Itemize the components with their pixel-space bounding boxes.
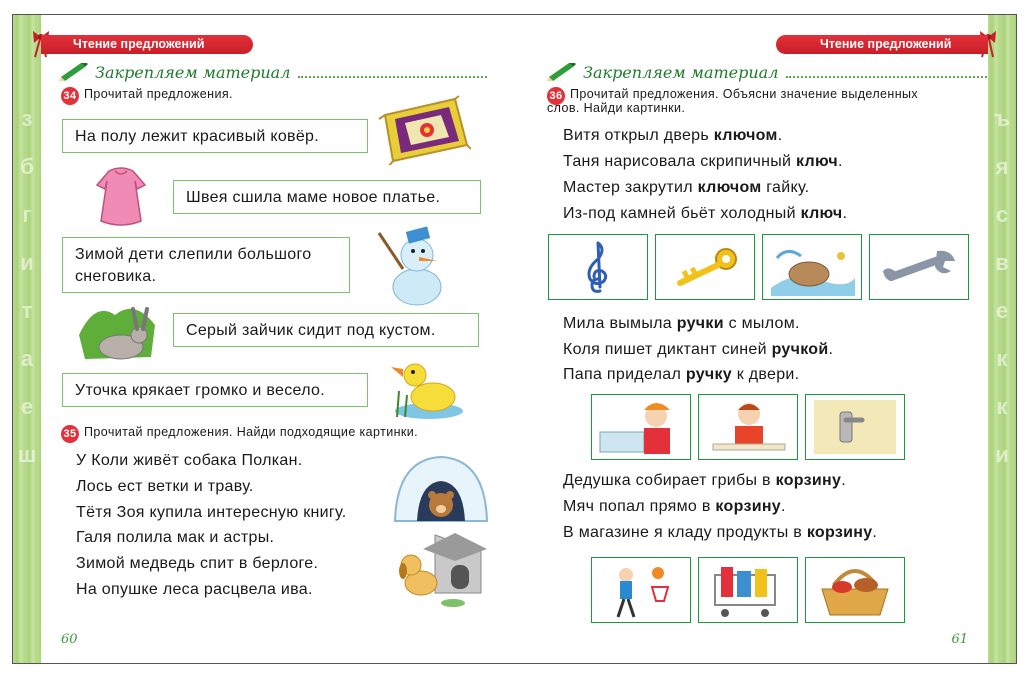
sentence-line: Таня нарисовала скрипичный ключ. (563, 153, 843, 170)
task-36-header (547, 87, 975, 115)
duckling-picture (385, 355, 467, 421)
bear-den-picture (387, 449, 495, 529)
sentence-line: Из-под камней бьёт холодный ключ. (563, 205, 848, 222)
task-number-badge: 34 (61, 87, 79, 105)
wrench-icon (879, 247, 959, 287)
sentence-line: Тётя Зоя купила интересную книгу. (76, 504, 347, 521)
boy-writing-picture (698, 394, 798, 460)
sentence-line: Папа приделал ручку к двери. (563, 366, 800, 383)
sentence-line: Мила вымыла ручки с мылом. (563, 315, 800, 332)
task-instruction: Прочитай предложения. Найди подходящие картинки. (84, 425, 419, 439)
left-decorative-strip (13, 15, 41, 663)
book-spread (12, 14, 1017, 664)
mushroom-basket-picture (805, 557, 905, 623)
sentence-line: Зимой медведь спит в берлоге. (76, 555, 319, 572)
task-35-header (61, 425, 418, 443)
washing-hands-icon (596, 398, 686, 456)
key-icon (670, 247, 740, 287)
section-title-right (547, 61, 987, 83)
sentence-box: Серый зайчик сидит под кустом. (173, 313, 479, 347)
wrench-picture (869, 234, 969, 300)
right-strip-letters: ъ я с в е к к и (993, 106, 1011, 467)
treble-clef-icon (578, 239, 618, 295)
spring-picture (762, 234, 862, 300)
sentence-box: Уточка крякает громко и весело. (62, 373, 368, 407)
sentence-line: У Коли живёт собака Полкан. (76, 452, 303, 469)
dotted-divider (298, 66, 487, 78)
pencil-icon (59, 63, 89, 81)
snowman-picture (375, 221, 455, 307)
girl-washing-hands-picture (591, 394, 691, 460)
dotted-divider (786, 66, 987, 78)
task-instruction: Прочитай предложения. Объясни значение выделенных слов. Найди картинки. (547, 87, 919, 115)
writing-boy-icon (703, 398, 793, 456)
dress-picture (79, 163, 163, 229)
shopping-cart-icon (703, 561, 793, 619)
sentence-line: Дедушка собирает грибы в корзину. (563, 472, 846, 489)
page-number-right: 61 (951, 632, 968, 647)
left-strip-letters: з б г и т а е ш (17, 106, 37, 467)
section-title-left (59, 61, 487, 83)
door-handle-picture (805, 394, 905, 460)
page-header-left: Чтение предложений (41, 35, 253, 54)
sentence-line: Лось ест ветки и траву. (76, 478, 254, 495)
sentence-box: Швея сшила маме новое платье. (173, 180, 481, 214)
door-handle-icon (810, 398, 900, 456)
treble-clef-picture (548, 234, 648, 300)
shopping-cart-picture (698, 557, 798, 623)
carpet-picture (375, 95, 471, 165)
sentence-line: На опушке леса расцвела ива. (76, 581, 313, 598)
rabbit-picture (75, 295, 161, 365)
basketball-player-icon (596, 561, 686, 619)
sentence-box: Зимой дети слепили большого снеговика. (62, 237, 350, 293)
key-picture (655, 234, 755, 300)
sentence-line: В магазине я кладу продукты в корзину. (563, 524, 878, 541)
pencil-icon (547, 63, 577, 81)
dog-kennel-picture (393, 531, 489, 611)
task-34-header (61, 87, 233, 105)
spring-stones-icon (767, 238, 857, 296)
section-title-label: Закрепляем материал (583, 62, 779, 82)
page-number-left: 60 (61, 632, 78, 647)
right-decorative-strip (988, 15, 1016, 663)
task-number-badge: 36 (547, 87, 565, 105)
page-header-right: Чтение предложений (776, 35, 988, 54)
task-instruction: Прочитай предложения. (84, 87, 233, 101)
mushroom-basket-icon (810, 561, 900, 619)
sentence-line: Галя полила мак и астры. (76, 529, 275, 546)
sentence-line: Мяч попал прямо в корзину. (563, 498, 786, 515)
sentence-line: Коля пишет диктант синей ручкой. (563, 341, 834, 358)
sentence-line: Мастер закрутил ключом гайку. (563, 179, 810, 196)
task-number-badge: 35 (61, 425, 79, 443)
sentence-line: Витя открыл дверь ключом. (563, 127, 783, 144)
section-title-label: Закрепляем материал (95, 62, 291, 82)
sentence-box: На полу лежит красивый ковёр. (62, 119, 368, 153)
basketball-picture (591, 557, 691, 623)
